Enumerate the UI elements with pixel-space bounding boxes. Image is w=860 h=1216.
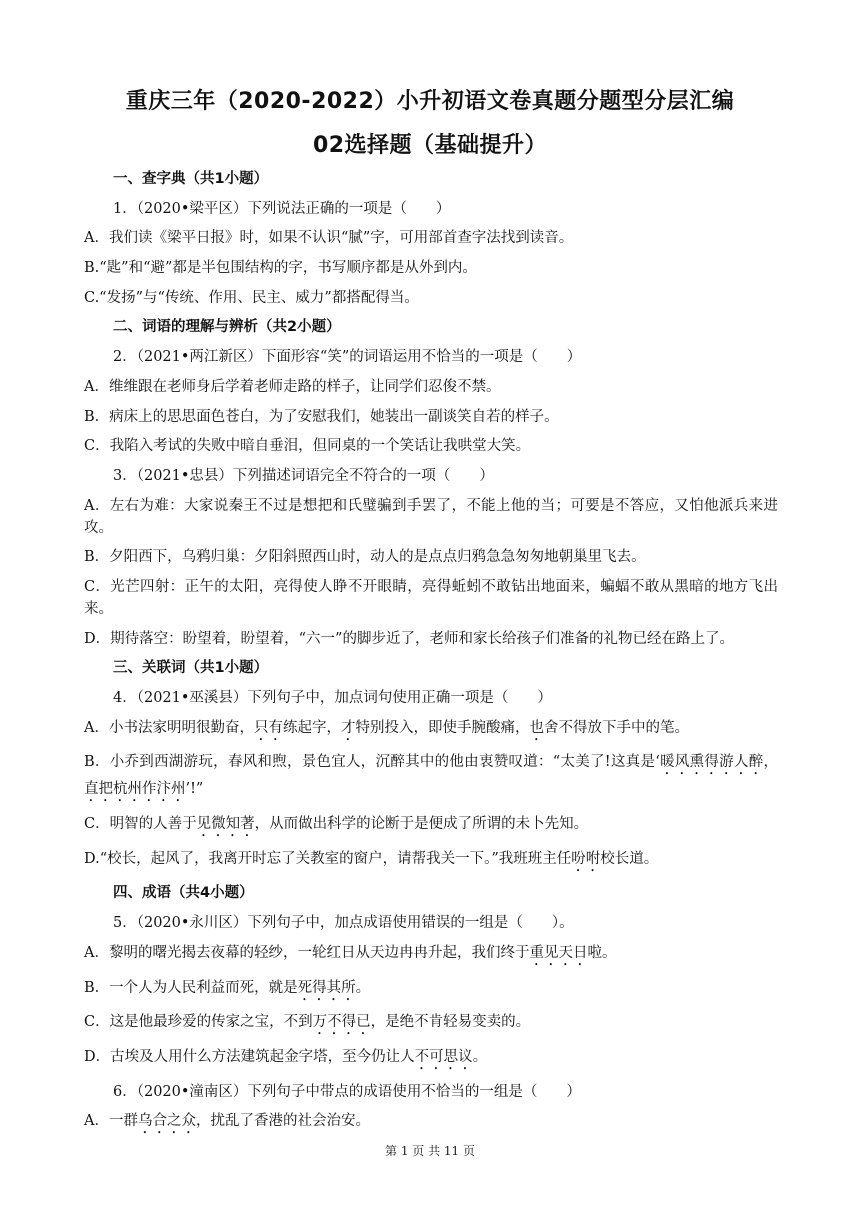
option-text: D．古埃及人用什么方法建筑起金字塔，至今仍让人 [84, 1048, 415, 1065]
dotted-word: 万不得已 [312, 1014, 371, 1031]
option-text: ’!” [185, 781, 204, 798]
option-text: B．小乔到西湖游玩，春风和煦，景色宜人，沉醉其中的他由衷赞叹道：“太美了!这真是‘ [84, 754, 660, 771]
section-heading: 四、成语（共4小题） [113, 885, 254, 902]
option-d: D．期待落空：盼望着，盼望着，“六一”的脚步近了，老师和家长给孩子们准备的礼物已经在路上了。 [84, 630, 734, 647]
option-a [84, 942, 778, 969]
option-text: A．小书法家明明很勤奋， [84, 719, 254, 736]
option-d [84, 848, 778, 875]
option-a: A．左右为难：大家说秦王不过是想把和氏璧骗到手罢了，不能上他的当；可要是不答应，又怕他派兵来进攻。 [84, 497, 778, 536]
document-title: 重庆三年（2020-2022）小升初语文卷真题分题型分层汇编 [125, 89, 735, 114]
option-text: 特别投入，即使手腕酸痛， [355, 719, 530, 736]
option-text: 校长道。 [600, 850, 659, 867]
question-stem: 5．（2020•永川区）下列句子中，加点成语使用错误的一组是（ ）。 [113, 915, 574, 932]
option-d [84, 1046, 778, 1073]
option-text: B．一个人为人民利益而死，就是 [84, 979, 298, 996]
question-stem: 4．（2021•巫溪县）下列句子中，加点词句使用正确一项是（ ） [113, 690, 552, 706]
option-text: 舍不得放下手中的笔。 [543, 719, 689, 736]
question-stem: 2．（2021•两江新区）下面形容“笑”的词语运用不恰当的一项是（ ） [113, 349, 582, 366]
page-footer: 第 1 页 共 11 页 [385, 1144, 475, 1158]
option-text: C．这是他最珍爱的传家之宝，不到 [84, 1014, 313, 1031]
option-c: C．我陷入考试的失败中暗自垂泪，但同桌的一个笑话让我哄堂大笑。 [84, 438, 531, 455]
dotted-word: 死得其所 [297, 979, 356, 996]
option-b: B.“匙”和“避”都是半包围结构的字，书写顺序都是从外到内。 [84, 260, 477, 277]
dotted-word: 才 [340, 719, 356, 736]
option-a [84, 1110, 778, 1137]
document-subtitle: 02选择题（基础提升） [312, 133, 548, 158]
option-b [84, 751, 778, 805]
dotted-word: 重见天日 [529, 944, 588, 961]
option-text: A．一群 [84, 1113, 138, 1130]
question-stem: 1．（2020•梁平区）下列说法正确的一项是（ ） [113, 200, 451, 217]
section-heading: 三、关联词（共1小题） [113, 660, 269, 677]
option-text: 。 [472, 1048, 488, 1065]
question-stem: 3．（2021•忠县）下列描述词语完全不符合的一项（ ） [113, 467, 494, 484]
question-stem: 6．（2020•潼南区）下列句子中带点的成语使用不恰当的一组是（ ） [113, 1083, 581, 1100]
option-text: ，扰乱了香港的社会治安。 [195, 1113, 370, 1130]
option-b [84, 977, 778, 1004]
option-text: D.“校长，起风了，我离开时忘了关教室的窗户，请帮我关一下。”我班班主任 [84, 850, 572, 867]
option-a: A．维维跟在老师身后学着老师走路的样子，让同学们忍俊不禁。 [84, 378, 501, 395]
option-text: C．明智的人善于 [84, 816, 197, 833]
option-a [84, 717, 778, 744]
option-b: B．病床上的思思面色苍白，为了安慰我们，她装出一副谈笑自若的样子。 [84, 408, 559, 425]
option-c: C.“发扬”与“传统、作用、民主、威力”都搭配得当。 [84, 289, 419, 306]
option-c [84, 813, 778, 840]
option-text: 练起字， [282, 719, 341, 736]
dotted-word: 暖风熏得游人醉，直把杭州作汴州 [84, 754, 778, 798]
option-text: 。 [355, 979, 371, 996]
option-c: C．光芒四射：正午的太阳，亮得使人睁不开眼睛，亮得蚯蚓不敢钻出地面来，蝙蝠不敢从黑暗的地方飞出来。 [84, 578, 778, 617]
dotted-word: 不可思议 [414, 1048, 473, 1065]
dotted-word: 见微知著 [196, 816, 255, 833]
dotted-word: 也 [529, 719, 544, 736]
option-text: ，从而做出科学的论断于是便成了所谓的未卜先知。 [254, 816, 589, 833]
option-a: A．我们读《梁平日报》时，如果不认识“腻”字，可用部首查字法找到读音。 [84, 230, 574, 247]
section-heading: 二、词语的理解与辨析（共2小题） [113, 319, 341, 336]
dotted-word: 乌合之众 [137, 1113, 196, 1130]
document-body [84, 168, 778, 1145]
section-heading: 一、查字典（共1小题） [113, 171, 269, 187]
option-text: A．黎明的曙光揭去夜幕的轻纱，一轮红日从天边冉冉升起，我们终于 [84, 944, 530, 961]
dotted-word: 吩咐 [571, 850, 601, 867]
dotted-word: 只有 [253, 719, 283, 736]
option-b: B．夕阳西下，乌鸦归巢：夕阳斜照西山时，动人的是点点归鸦急急匆匆地朝巢里飞去。 [84, 549, 646, 566]
option-text: 啦。 [587, 944, 617, 961]
option-text: ，是绝不肯轻易变卖的。 [370, 1014, 531, 1031]
option-c [84, 1011, 778, 1038]
